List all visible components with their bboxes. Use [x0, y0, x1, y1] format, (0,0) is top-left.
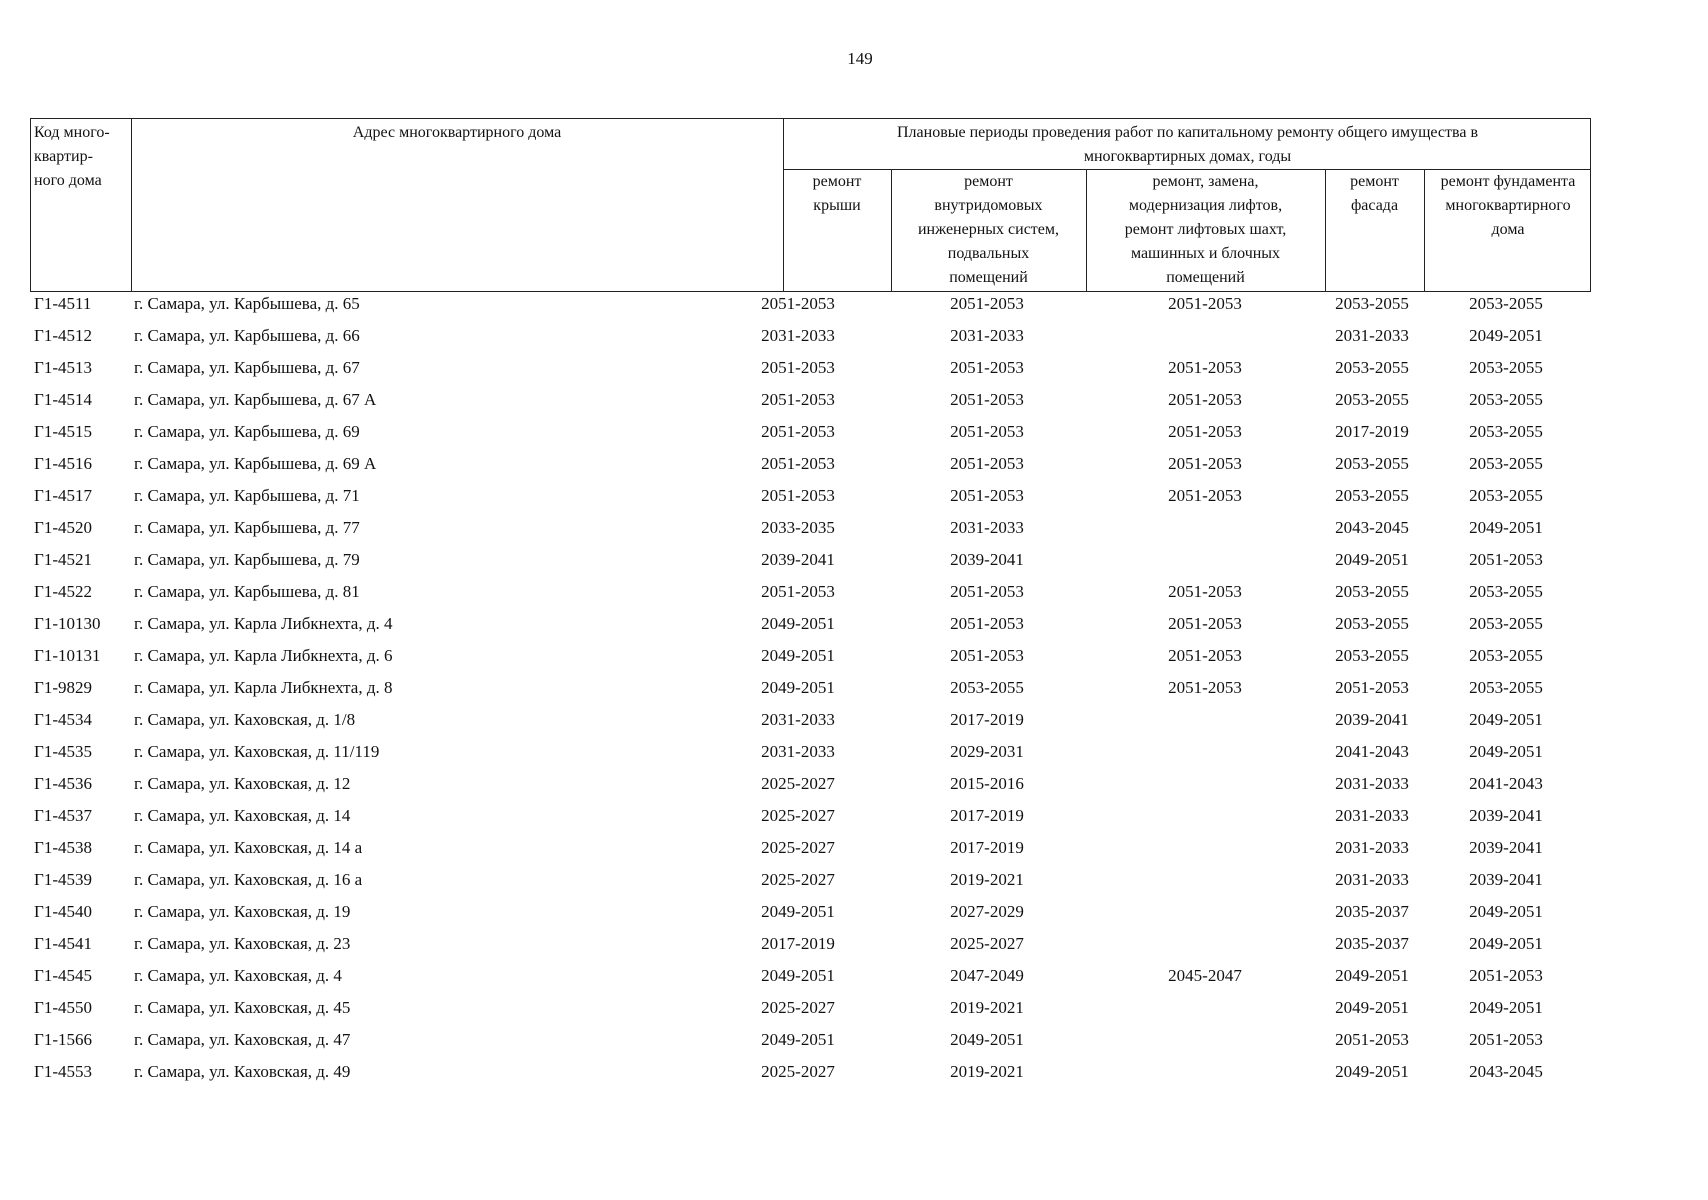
cell-roof: 2017-2019 — [761, 934, 835, 953]
cell-facade: 2049-2051 — [1335, 550, 1409, 569]
table-row — [30, 900, 1591, 932]
cell-facade: 2049-2051 — [1335, 998, 1409, 1017]
cell-lifts: 2045-2047 — [1168, 966, 1242, 985]
table-row — [30, 356, 1591, 388]
table-row — [30, 868, 1591, 900]
cell-facade: 2039-2041 — [1335, 710, 1409, 729]
cell-foundation: 2041-2043 — [1469, 774, 1543, 793]
cell-engineering: 2051-2053 — [950, 454, 1024, 473]
cell-foundation: 2053-2055 — [1469, 358, 1543, 377]
cell-facade: 2051-2053 — [1335, 1030, 1409, 1049]
table-row — [30, 644, 1591, 676]
header-lifts-line: ремонт, замена, — [1152, 173, 1259, 190]
cell-lifts: 2051-2053 — [1168, 454, 1242, 473]
cell-facade: 2031-2033 — [1335, 774, 1409, 793]
cell-foundation: 2053-2055 — [1469, 486, 1543, 505]
cell-address: г. Самара, ул. Каховская, д. 4 — [134, 966, 342, 985]
cell-engineering: 2051-2053 — [950, 294, 1024, 313]
cell-engineering: 2031-2033 — [950, 326, 1024, 345]
table-row — [30, 1060, 1591, 1092]
table-row — [30, 804, 1591, 836]
table-row — [30, 740, 1591, 772]
cell-code: Г1-4522 — [34, 582, 92, 601]
cell-address: г. Самара, ул. Карбышева, д. 71 — [134, 486, 360, 505]
cell-roof: 2031-2033 — [761, 326, 835, 345]
cell-facade: 2053-2055 — [1335, 646, 1409, 665]
cell-foundation: 2049-2051 — [1469, 518, 1543, 537]
cell-address: г. Самара, ул. Каховская, д. 11/119 — [134, 742, 380, 761]
header-lifts-line: машинных и блочных — [1130, 245, 1281, 262]
cell-code: Г1-4517 — [34, 486, 92, 505]
header-lifts-line: ремонт лифтовых шахт, — [1124, 221, 1287, 238]
cell-engineering: 2027-2029 — [950, 902, 1024, 921]
cell-engineering: 2049-2051 — [950, 1030, 1024, 1049]
cell-code: Г1-4550 — [34, 998, 92, 1017]
cell-facade: 2035-2037 — [1335, 934, 1409, 953]
cell-foundation: 2049-2051 — [1469, 902, 1543, 921]
cell-roof: 2033-2035 — [761, 518, 835, 537]
cell-foundation: 2053-2055 — [1469, 454, 1543, 473]
header-address: Адрес многоквартирного дома — [352, 124, 562, 141]
header-engineering-line: ремонт — [964, 173, 1013, 190]
cell-address: г. Самара, ул. Карбышева, д. 69 А — [134, 454, 377, 473]
cell-address: г. Самара, ул. Карла Либкнехта, д. 6 — [134, 646, 393, 665]
header-periods-line: многоквартирных домах, годы — [1083, 148, 1292, 165]
cell-address: г. Самара, ул. Каховская, д. 47 — [134, 1030, 351, 1049]
cell-engineering: 2051-2053 — [950, 646, 1024, 665]
header-roof-line: ремонт — [812, 173, 862, 190]
header-code-line: ного дома — [34, 172, 102, 189]
cell-address: г. Самара, ул. Карбышева, д. 77 — [134, 518, 360, 537]
header-roof-line: крыши — [813, 197, 861, 214]
cell-address: г. Самара, ул. Каховская, д. 45 — [134, 998, 351, 1017]
cell-foundation: 2053-2055 — [1469, 294, 1543, 313]
table-header — [30, 118, 1591, 292]
header-engineering-line: инженерных систем, — [917, 221, 1060, 238]
header-code — [34, 121, 130, 193]
cell-code: Г1-9829 — [34, 678, 92, 697]
header-engineering-line: внутридомовых — [934, 197, 1043, 214]
cell-roof: 2025-2027 — [761, 870, 835, 889]
cell-roof: 2051-2053 — [761, 454, 835, 473]
table-row — [30, 996, 1591, 1028]
cell-engineering: 2017-2019 — [950, 806, 1024, 825]
cell-foundation: 2053-2055 — [1469, 614, 1543, 633]
cell-roof: 2051-2053 — [761, 486, 835, 505]
cell-foundation: 2043-2045 — [1469, 1062, 1543, 1081]
cell-code: Г1-4534 — [34, 710, 92, 729]
cell-foundation: 2053-2055 — [1469, 390, 1543, 409]
cell-foundation: 2049-2051 — [1469, 742, 1543, 761]
header-foundation-line: многоквартирного — [1445, 197, 1571, 214]
cell-code: Г1-4541 — [34, 934, 92, 953]
cell-facade: 2031-2033 — [1335, 326, 1409, 345]
cell-roof: 2039-2041 — [761, 550, 835, 569]
cell-code: Г1-4512 — [34, 326, 92, 345]
cell-address: г. Самара, ул. Каховская, д. 14 — [134, 806, 351, 825]
cell-facade: 2049-2051 — [1335, 966, 1409, 985]
cell-code: Г1-4513 — [34, 358, 92, 377]
cell-foundation: 2053-2055 — [1469, 422, 1543, 441]
cell-lifts: 2051-2053 — [1168, 358, 1242, 377]
cell-roof: 2049-2051 — [761, 902, 835, 921]
cell-code: Г1-4540 — [34, 902, 92, 921]
cell-facade: 2031-2033 — [1335, 806, 1409, 825]
cell-code: Г1-1566 — [34, 1030, 92, 1049]
cell-code: Г1-4545 — [34, 966, 92, 985]
cell-facade: 2053-2055 — [1335, 390, 1409, 409]
cell-engineering: 2051-2053 — [950, 486, 1024, 505]
cell-engineering: 2015-2016 — [950, 774, 1024, 793]
cell-roof: 2025-2027 — [761, 1062, 835, 1081]
cell-foundation: 2039-2041 — [1469, 870, 1543, 889]
header-engineering-line: подвальных — [947, 245, 1030, 262]
cell-code: Г1-4535 — [34, 742, 92, 761]
cell-engineering: 2017-2019 — [950, 838, 1024, 857]
cell-code: Г1-4520 — [34, 518, 92, 537]
cell-engineering: 2047-2049 — [950, 966, 1024, 985]
cell-roof: 2031-2033 — [761, 742, 835, 761]
cell-foundation: 2039-2041 — [1469, 838, 1543, 857]
cell-engineering: 2051-2053 — [950, 582, 1024, 601]
cell-facade: 2053-2055 — [1335, 582, 1409, 601]
header-code-line: Код много- — [34, 124, 110, 141]
cell-facade: 2053-2055 — [1335, 358, 1409, 377]
cell-address: г. Самара, ул. Каховская, д. 14 а — [134, 838, 363, 857]
cell-lifts: 2051-2053 — [1168, 646, 1242, 665]
cell-roof: 2051-2053 — [761, 582, 835, 601]
cell-roof: 2051-2053 — [761, 390, 835, 409]
cell-foundation: 2053-2055 — [1469, 678, 1543, 697]
table-row — [30, 292, 1591, 324]
table-row — [30, 324, 1591, 356]
header-foundation-line: дома — [1491, 221, 1525, 238]
table-row — [30, 932, 1591, 964]
cell-lifts: 2051-2053 — [1168, 294, 1242, 313]
table-row — [30, 676, 1591, 708]
cell-address: г. Самара, ул. Карбышева, д. 65 — [134, 294, 360, 313]
cell-roof: 2025-2027 — [761, 806, 835, 825]
cell-engineering: 2051-2053 — [950, 358, 1024, 377]
cell-address: г. Самара, ул. Карбышева, д. 69 — [134, 422, 360, 441]
table-row — [30, 420, 1591, 452]
cell-roof: 2049-2051 — [761, 614, 835, 633]
header-engineering — [891, 170, 1086, 290]
cell-code: Г1-4553 — [34, 1062, 92, 1081]
cell-address: г. Самара, ул. Каховская, д. 1/8 — [134, 710, 356, 729]
cell-roof: 2051-2053 — [761, 422, 835, 441]
cell-foundation: 2053-2055 — [1469, 646, 1543, 665]
table-row — [30, 1028, 1591, 1060]
cell-code: Г1-4537 — [34, 806, 92, 825]
cell-facade: 2031-2033 — [1335, 838, 1409, 857]
cell-code: Г1-4514 — [34, 390, 92, 409]
cell-engineering: 2019-2021 — [950, 1062, 1024, 1081]
cell-address: г. Самара, ул. Каховская, д. 19 — [134, 902, 351, 921]
cell-facade: 2053-2055 — [1335, 294, 1409, 313]
cell-engineering: 2039-2041 — [950, 550, 1024, 569]
cell-roof: 2049-2051 — [761, 966, 835, 985]
cell-facade: 2041-2043 — [1335, 742, 1409, 761]
cell-foundation: 2039-2041 — [1469, 806, 1543, 825]
cell-facade: 2053-2055 — [1335, 454, 1409, 473]
cell-address: г. Самара, ул. Карбышева, д. 81 — [134, 582, 360, 601]
header-facade-line: фасада — [1350, 197, 1399, 214]
cell-lifts: 2051-2053 — [1168, 614, 1242, 633]
table-row — [30, 388, 1591, 420]
table-row — [30, 548, 1591, 580]
header-periods — [783, 121, 1592, 169]
cell-code: Г1-4538 — [34, 838, 92, 857]
cell-address: г. Самара, ул. Каховская, д. 49 — [134, 1062, 351, 1081]
header-facade-line: ремонт — [1350, 173, 1399, 190]
cell-lifts: 2051-2053 — [1168, 678, 1242, 697]
cell-address: г. Самара, ул. Каховская, д. 23 — [134, 934, 351, 953]
cell-foundation: 2051-2053 — [1469, 966, 1543, 985]
cell-roof: 2051-2053 — [761, 294, 835, 313]
cell-roof: 2049-2051 — [761, 1030, 835, 1049]
cell-facade: 2051-2053 — [1335, 678, 1409, 697]
cell-code: Г1-4521 — [34, 550, 92, 569]
header-lifts-line: модернизация лифтов, — [1128, 197, 1283, 214]
table-row — [30, 836, 1591, 868]
header-lifts-line: помещений — [1166, 269, 1245, 286]
cell-facade: 2053-2055 — [1335, 614, 1409, 633]
cell-lifts: 2051-2053 — [1168, 486, 1242, 505]
cell-roof: 2025-2027 — [761, 998, 835, 1017]
cell-roof: 2025-2027 — [761, 838, 835, 857]
cell-address: г. Самара, ул. Карбышева, д. 66 — [134, 326, 360, 345]
page-number: 149 — [847, 49, 873, 68]
cell-address: г. Самара, ул. Каховская, д. 12 — [134, 774, 351, 793]
cell-facade: 2043-2045 — [1335, 518, 1409, 537]
header-foundation-line: ремонт фундамента — [1440, 173, 1576, 190]
header-roof — [783, 170, 891, 218]
cell-foundation: 2049-2051 — [1469, 326, 1543, 345]
cell-address: г. Самара, ул. Карла Либкнехта, д. 8 — [134, 678, 393, 697]
cell-foundation: 2053-2055 — [1469, 582, 1543, 601]
table-row — [30, 708, 1591, 740]
cell-code: Г1-10130 — [34, 614, 101, 633]
cell-foundation: 2051-2053 — [1469, 1030, 1543, 1049]
cell-facade: 2053-2055 — [1335, 486, 1409, 505]
cell-roof: 2051-2053 — [761, 358, 835, 377]
cell-code: Г1-4539 — [34, 870, 92, 889]
cell-roof: 2025-2027 — [761, 774, 835, 793]
cell-engineering: 2017-2019 — [950, 710, 1024, 729]
cell-lifts: 2051-2053 — [1168, 390, 1242, 409]
cell-engineering: 2051-2053 — [950, 614, 1024, 633]
cell-facade: 2031-2033 — [1335, 870, 1409, 889]
header-lifts — [1086, 170, 1325, 290]
cell-code: Г1-10131 — [34, 646, 101, 665]
cell-engineering: 2031-2033 — [950, 518, 1024, 537]
cell-foundation: 2051-2053 — [1469, 550, 1543, 569]
cell-engineering: 2029-2031 — [950, 742, 1024, 761]
cell-address: г. Самара, ул. Карла Либкнехта, д. 4 — [134, 614, 393, 633]
cell-foundation: 2049-2051 — [1469, 710, 1543, 729]
cell-code: Г1-4515 — [34, 422, 92, 441]
header-periods-line: Плановые периоды проведения работ по капитальному ремонту общего имущества в — [896, 124, 1479, 141]
cell-address: г. Самара, ул. Каховская, д. 16 а — [134, 870, 363, 889]
cell-engineering: 2051-2053 — [950, 422, 1024, 441]
cell-code: Г1-4516 — [34, 454, 92, 473]
cell-facade: 2035-2037 — [1335, 902, 1409, 921]
cell-facade: 2049-2051 — [1335, 1062, 1409, 1081]
cell-engineering: 2019-2021 — [950, 998, 1024, 1017]
header-code-line: квартир- — [34, 148, 93, 165]
table-row — [30, 964, 1591, 996]
cell-lifts: 2051-2053 — [1168, 422, 1242, 441]
cell-engineering: 2019-2021 — [950, 870, 1024, 889]
table-row — [30, 452, 1591, 484]
header-engineering-line: помещений — [949, 269, 1028, 286]
cell-engineering: 2053-2055 — [950, 678, 1024, 697]
table-row — [30, 580, 1591, 612]
cell-roof: 2049-2051 — [761, 678, 835, 697]
cell-address: г. Самара, ул. Карбышева, д. 67 — [134, 358, 360, 377]
table-row — [30, 772, 1591, 804]
table-row — [30, 484, 1591, 516]
cell-facade: 2017-2019 — [1335, 422, 1409, 441]
cell-engineering: 2051-2053 — [950, 390, 1024, 409]
table-row — [30, 516, 1591, 548]
cell-roof: 2031-2033 — [761, 710, 835, 729]
cell-engineering: 2025-2027 — [950, 934, 1024, 953]
cell-foundation: 2049-2051 — [1469, 998, 1543, 1017]
cell-roof: 2049-2051 — [761, 646, 835, 665]
table-row — [30, 612, 1591, 644]
header-foundation — [1424, 170, 1592, 242]
cell-foundation: 2049-2051 — [1469, 934, 1543, 953]
header-facade — [1325, 170, 1424, 218]
cell-code: Г1-4536 — [34, 774, 92, 793]
cell-address: г. Самара, ул. Карбышева, д. 79 — [134, 550, 360, 569]
cell-lifts: 2051-2053 — [1168, 582, 1242, 601]
cell-code: Г1-4511 — [34, 294, 92, 313]
cell-address: г. Самара, ул. Карбышева, д. 67 А — [134, 390, 377, 409]
